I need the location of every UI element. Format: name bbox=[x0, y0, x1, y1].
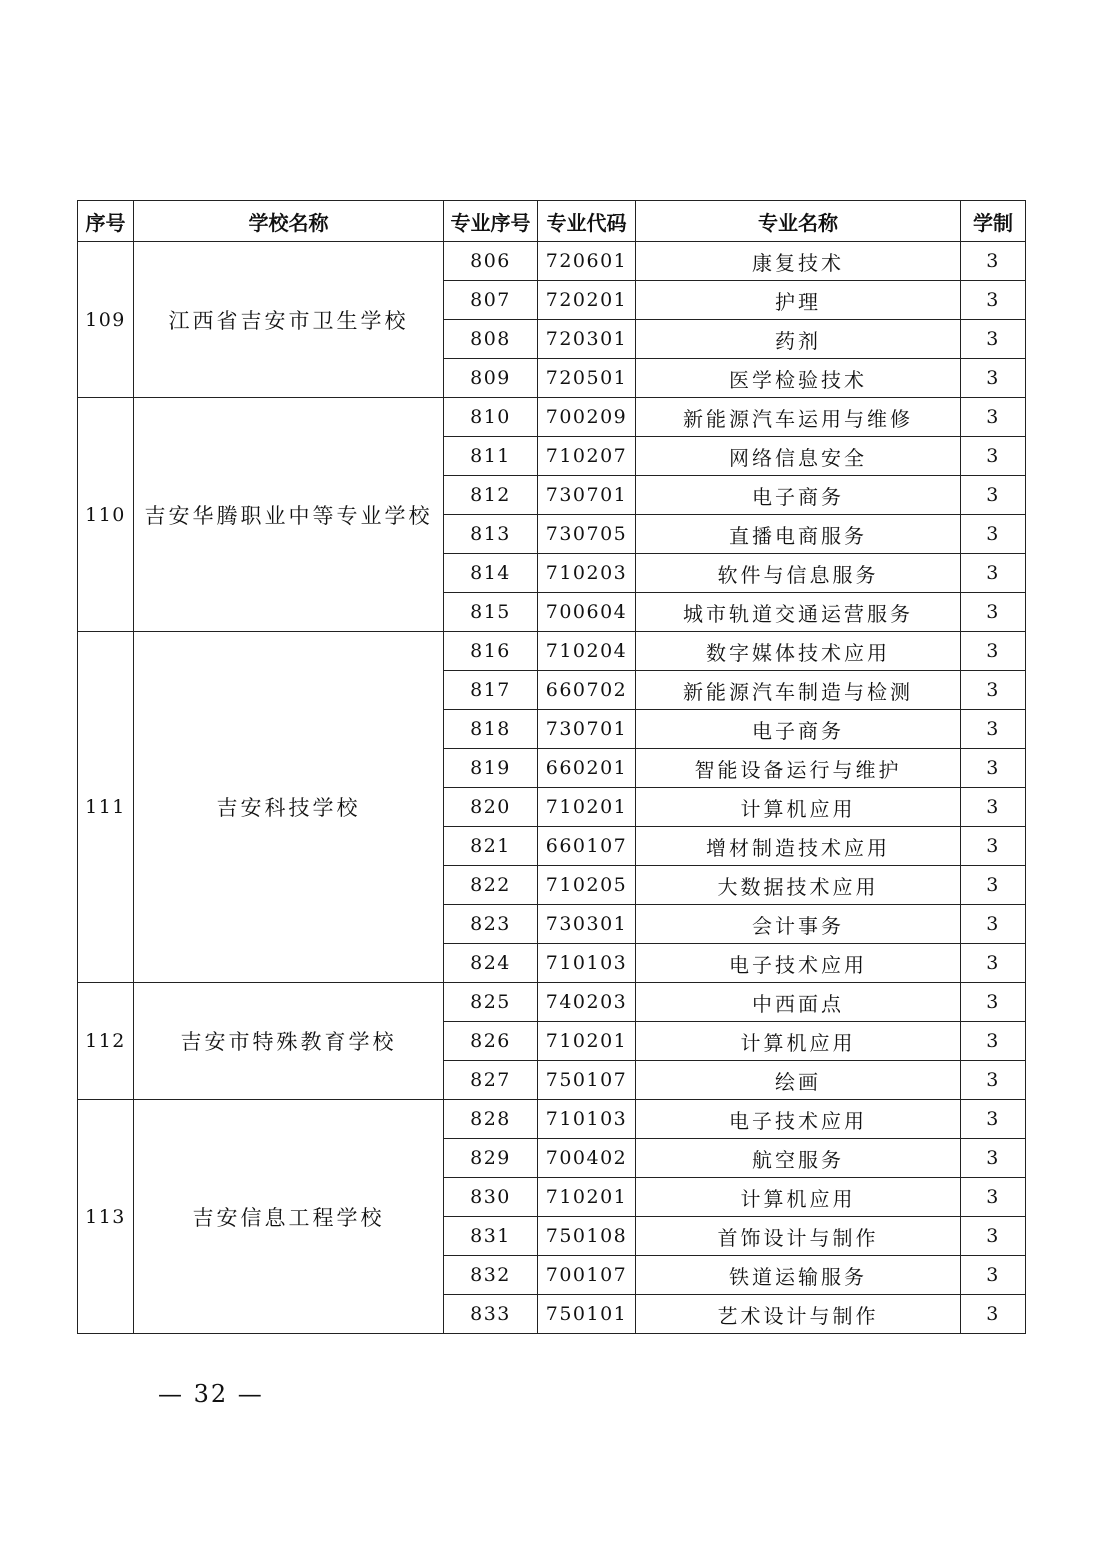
duration-cell: 3 bbox=[961, 671, 1026, 710]
school-name-cell: 吉安科技学校 bbox=[134, 632, 444, 983]
major-no-cell: 831 bbox=[444, 1217, 538, 1256]
major-name-cell: 数字媒体技术应用 bbox=[636, 632, 961, 671]
major-name-cell: 新能源汽车制造与检测 bbox=[636, 671, 961, 710]
major-name-cell: 电子技术应用 bbox=[636, 944, 961, 983]
duration-cell: 3 bbox=[961, 1139, 1026, 1178]
duration-cell: 3 bbox=[961, 320, 1026, 359]
major-no-cell: 824 bbox=[444, 944, 538, 983]
school-name-cell: 吉安信息工程学校 bbox=[134, 1100, 444, 1334]
duration-cell: 3 bbox=[961, 1100, 1026, 1139]
major-no-cell: 830 bbox=[444, 1178, 538, 1217]
school-index-cell: 110 bbox=[78, 398, 134, 632]
major-no-cell: 816 bbox=[444, 632, 538, 671]
table-header-row bbox=[78, 201, 1026, 242]
major-no-cell: 832 bbox=[444, 1256, 538, 1295]
duration-cell: 3 bbox=[961, 593, 1026, 632]
major-code-cell: 710201 bbox=[538, 1022, 636, 1061]
major-code-cell: 660201 bbox=[538, 749, 636, 788]
duration-cell: 3 bbox=[961, 476, 1026, 515]
major-no-cell: 808 bbox=[444, 320, 538, 359]
major-code-cell: 710203 bbox=[538, 554, 636, 593]
major-no-cell: 822 bbox=[444, 866, 538, 905]
major-no-cell: 817 bbox=[444, 671, 538, 710]
major-name-cell: 计算机应用 bbox=[636, 1022, 961, 1061]
major-code-cell: 730701 bbox=[538, 710, 636, 749]
header-index: 序号 bbox=[78, 201, 134, 242]
major-no-cell: 825 bbox=[444, 983, 538, 1022]
major-no-cell: 812 bbox=[444, 476, 538, 515]
duration-cell: 3 bbox=[961, 905, 1026, 944]
duration-cell: 3 bbox=[961, 437, 1026, 476]
major-name-cell: 铁道运输服务 bbox=[636, 1256, 961, 1295]
major-no-cell: 833 bbox=[444, 1295, 538, 1334]
duration-cell: 3 bbox=[961, 1178, 1026, 1217]
major-no-cell: 823 bbox=[444, 905, 538, 944]
major-name-cell: 护理 bbox=[636, 281, 961, 320]
duration-cell: 3 bbox=[961, 554, 1026, 593]
school-index-cell: 112 bbox=[78, 983, 134, 1100]
major-name-cell: 药剂 bbox=[636, 320, 961, 359]
duration-cell: 3 bbox=[961, 398, 1026, 437]
duration-cell: 3 bbox=[961, 359, 1026, 398]
major-no-cell: 807 bbox=[444, 281, 538, 320]
table-row bbox=[78, 398, 1026, 437]
duration-cell: 3 bbox=[961, 242, 1026, 281]
major-code-cell: 700604 bbox=[538, 593, 636, 632]
major-no-cell: 811 bbox=[444, 437, 538, 476]
major-code-cell: 660107 bbox=[538, 827, 636, 866]
major-name-cell: 医学检验技术 bbox=[636, 359, 961, 398]
major-code-cell: 730301 bbox=[538, 905, 636, 944]
header-duration: 学制 bbox=[961, 201, 1026, 242]
major-no-cell: 818 bbox=[444, 710, 538, 749]
major-code-cell: 700209 bbox=[538, 398, 636, 437]
major-no-cell: 819 bbox=[444, 749, 538, 788]
major-name-cell: 绘画 bbox=[636, 1061, 961, 1100]
duration-cell: 3 bbox=[961, 983, 1026, 1022]
major-no-cell: 815 bbox=[444, 593, 538, 632]
major-code-cell: 750107 bbox=[538, 1061, 636, 1100]
major-code-cell: 710204 bbox=[538, 632, 636, 671]
major-no-cell: 813 bbox=[444, 515, 538, 554]
major-no-cell: 814 bbox=[444, 554, 538, 593]
major-name-cell: 电子商务 bbox=[636, 476, 961, 515]
duration-cell: 3 bbox=[961, 866, 1026, 905]
major-name-cell: 大数据技术应用 bbox=[636, 866, 961, 905]
duration-cell: 3 bbox=[961, 632, 1026, 671]
major-name-cell: 电子商务 bbox=[636, 710, 961, 749]
major-code-cell: 710201 bbox=[538, 788, 636, 827]
duration-cell: 3 bbox=[961, 281, 1026, 320]
page-number: — 32 — bbox=[158, 1380, 264, 1408]
duration-cell: 3 bbox=[961, 1256, 1026, 1295]
header-major-no: 专业序号 bbox=[444, 201, 538, 242]
duration-cell: 3 bbox=[961, 1217, 1026, 1256]
major-code-cell: 710103 bbox=[538, 944, 636, 983]
header-major-code: 专业代码 bbox=[538, 201, 636, 242]
majors-table bbox=[77, 200, 1026, 1334]
major-name-cell: 新能源汽车运用与维修 bbox=[636, 398, 961, 437]
major-name-cell: 软件与信息服务 bbox=[636, 554, 961, 593]
major-code-cell: 730701 bbox=[538, 476, 636, 515]
table-row bbox=[78, 242, 1026, 281]
major-name-cell: 中西面点 bbox=[636, 983, 961, 1022]
major-name-cell: 增材制造技术应用 bbox=[636, 827, 961, 866]
major-code-cell: 710207 bbox=[538, 437, 636, 476]
major-code-cell: 720201 bbox=[538, 281, 636, 320]
school-name-cell: 江西省吉安市卫生学校 bbox=[134, 242, 444, 398]
major-code-cell: 700107 bbox=[538, 1256, 636, 1295]
major-no-cell: 827 bbox=[444, 1061, 538, 1100]
table-row bbox=[78, 1100, 1026, 1139]
duration-cell: 3 bbox=[961, 749, 1026, 788]
duration-cell: 3 bbox=[961, 827, 1026, 866]
major-no-cell: 829 bbox=[444, 1139, 538, 1178]
table-row bbox=[78, 983, 1026, 1022]
duration-cell: 3 bbox=[961, 710, 1026, 749]
school-name-cell: 吉安华腾职业中等专业学校 bbox=[134, 398, 444, 632]
major-code-cell: 710201 bbox=[538, 1178, 636, 1217]
major-no-cell: 809 bbox=[444, 359, 538, 398]
major-no-cell: 826 bbox=[444, 1022, 538, 1061]
major-code-cell: 700402 bbox=[538, 1139, 636, 1178]
major-code-cell: 720601 bbox=[538, 242, 636, 281]
major-name-cell: 航空服务 bbox=[636, 1139, 961, 1178]
major-code-cell: 710103 bbox=[538, 1100, 636, 1139]
major-name-cell: 直播电商服务 bbox=[636, 515, 961, 554]
duration-cell: 3 bbox=[961, 1022, 1026, 1061]
major-code-cell: 720501 bbox=[538, 359, 636, 398]
duration-cell: 3 bbox=[961, 788, 1026, 827]
table-row bbox=[78, 632, 1026, 671]
major-name-cell: 会计事务 bbox=[636, 905, 961, 944]
major-name-cell: 网络信息安全 bbox=[636, 437, 961, 476]
duration-cell: 3 bbox=[961, 944, 1026, 983]
school-index-cell: 111 bbox=[78, 632, 134, 983]
major-name-cell: 康复技术 bbox=[636, 242, 961, 281]
major-name-cell: 计算机应用 bbox=[636, 1178, 961, 1217]
major-no-cell: 821 bbox=[444, 827, 538, 866]
duration-cell: 3 bbox=[961, 515, 1026, 554]
school-name-cell: 吉安市特殊教育学校 bbox=[134, 983, 444, 1100]
major-name-cell: 智能设备运行与维护 bbox=[636, 749, 961, 788]
major-code-cell: 660702 bbox=[538, 671, 636, 710]
major-name-cell: 艺术设计与制作 bbox=[636, 1295, 961, 1334]
school-index-cell: 113 bbox=[78, 1100, 134, 1334]
header-major-name: 专业名称 bbox=[636, 201, 961, 242]
major-code-cell: 730705 bbox=[538, 515, 636, 554]
major-no-cell: 820 bbox=[444, 788, 538, 827]
major-name-cell: 计算机应用 bbox=[636, 788, 961, 827]
major-no-cell: 828 bbox=[444, 1100, 538, 1139]
major-name-cell: 城市轨道交通运营服务 bbox=[636, 593, 961, 632]
major-code-cell: 710205 bbox=[538, 866, 636, 905]
major-no-cell: 806 bbox=[444, 242, 538, 281]
duration-cell: 3 bbox=[961, 1061, 1026, 1100]
major-code-cell: 740203 bbox=[538, 983, 636, 1022]
major-code-cell: 750101 bbox=[538, 1295, 636, 1334]
major-code-cell: 720301 bbox=[538, 320, 636, 359]
duration-cell: 3 bbox=[961, 1295, 1026, 1334]
major-no-cell: 810 bbox=[444, 398, 538, 437]
major-name-cell: 电子技术应用 bbox=[636, 1100, 961, 1139]
major-name-cell: 首饰设计与制作 bbox=[636, 1217, 961, 1256]
school-index-cell: 109 bbox=[78, 242, 134, 398]
header-school: 学校名称 bbox=[134, 201, 444, 242]
major-code-cell: 750108 bbox=[538, 1217, 636, 1256]
